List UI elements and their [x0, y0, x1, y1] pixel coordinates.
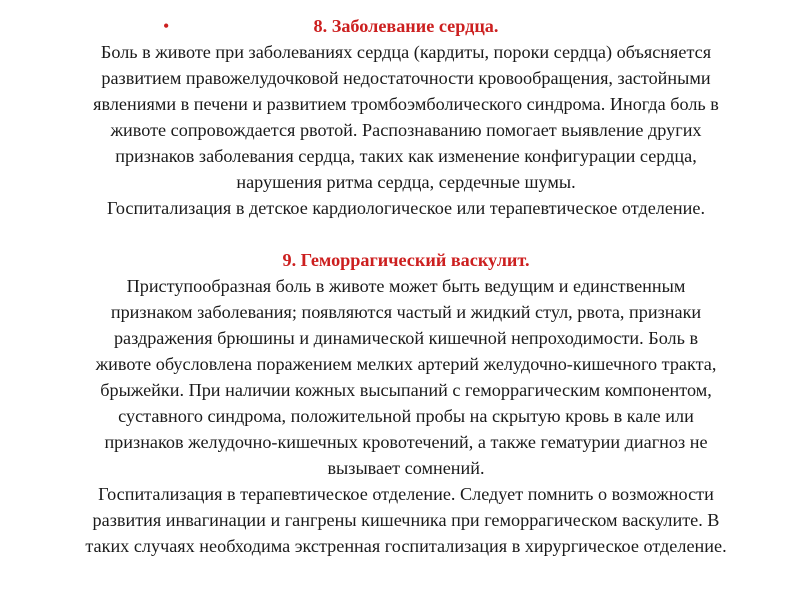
- section-spacer: [18, 221, 794, 247]
- text-line: брыжейки. При наличии кожных высыпаний с геморрагическим компонентом,: [100, 380, 712, 400]
- text-line: животе сопровождается рвотой. Распознаванию помогает выявление других: [110, 120, 702, 140]
- bullet-point: •: [163, 16, 170, 36]
- text-line: признаков заболевания сердца, таких как изменение конфигурации сердца,: [115, 146, 697, 166]
- text-line: таких случаях необходима экстренная госпитализация в хирургическое отделение.: [85, 536, 727, 556]
- text-line: признаков желудочно-кишечных кровотечений, а также гематурии диагноз не: [104, 432, 708, 452]
- slide-content: [18, 13, 794, 559]
- text-line: суставного синдрома, положительной пробы на скрытую кровь в кале или: [118, 406, 694, 426]
- text-line: развития инвагинации и гангрены кишечника при геморрагическом васкулите. В: [92, 510, 720, 530]
- section-heading-heart-disease: 8. Заболевание сердца.: [313, 16, 499, 36]
- text-line: животе обусловлена поражением мелких артерий желудочно-кишечного тракта,: [95, 354, 717, 374]
- text-line: вызывает сомнений.: [327, 458, 485, 478]
- text-line: признаком заболевания; появляются частый и жидкий стул, рвота, признаки: [110, 302, 702, 322]
- text-line: Госпитализация в детское кардиологическое или терапевтическое отделение.: [106, 198, 706, 218]
- text-line: явлениями в печени и развитием тромбоэмболического синдрома. Иногда боль в: [93, 94, 719, 114]
- text-line: Госпитализация в терапевтическое отделение. Следует помнить о возможности: [98, 484, 714, 504]
- text-line: развитием правожелудочковой недостаточности кровообращения, застойными: [101, 68, 711, 88]
- text-line: нарушения ритма сердца, сердечные шумы.: [236, 172, 576, 192]
- section-heading-vasculitis: 9. Геморрагический васкулит.: [282, 250, 530, 270]
- text-line: Приступообразная боль в животе может быть ведущим и единственным: [126, 276, 686, 296]
- text-line: раздражения брюшины и динамической кишечной непроходимости. Боль в: [113, 328, 699, 348]
- text-line: Боль в животе при заболеваниях сердца (кардиты, пороки сердца) объясняется: [100, 42, 712, 62]
